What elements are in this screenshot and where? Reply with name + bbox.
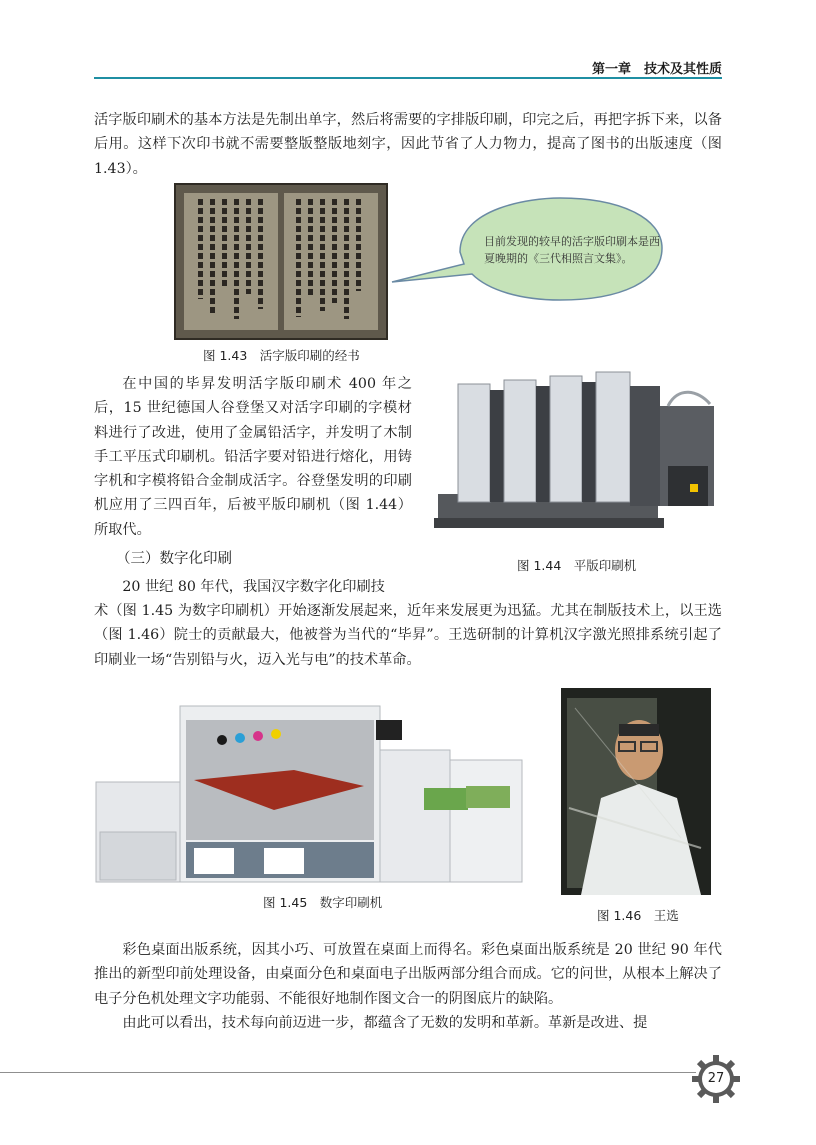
- page-number: 27: [707, 1071, 725, 1086]
- caption-fig-1-44: 图 1.44 平版印刷机: [517, 558, 637, 573]
- footer-rule: [0, 1072, 696, 1073]
- paragraph-4: 彩色桌面出版系统，因其小巧、可放置在桌面上而得名。彩色桌面出版系统是 20 世纪 90 年代推出的新型印前处理设备，由桌面分色和桌面电子出版两部分组合而成。它的问世，从根本上解决了电子分色机处理文字功能弱、不能很好地制作图文合一的阴图底片的缺陷。: [94, 942, 722, 1007]
- section-heading-digital-printing: （三）数字化印刷: [116, 551, 232, 567]
- bubble-text: 目前发现的较早的活字版印刷本是西夏晚期的《三代相照言文集》。: [484, 235, 660, 265]
- paragraph-5: 由此可以看出，技术每向前迈进一步，都蕴含了无数的发明和革新。革新是改进、提: [122, 1015, 648, 1031]
- paragraph-2: 在中国的毕昇发明活字版印刷术 400 年之后，15 世纪德国人谷登堡又对活字印刷的字模材料进行了改进，使用了金属铅活字，并发明了木制手工平压式印刷机。铅活字要对铅进行熔化，用铸字机和字模将铅合金制成活字。谷登堡发明的印刷机应用了三四百年，后被平版印刷机（图 1.44）所取代。: [94, 376, 412, 538]
- paragraph-1: 活字版印刷术的基本方法是先制出单字，然后将需要的字排版印刷，印完之后，再把字拆下来，以备后用。这样下次印书就不需要整版整版地刻字，因此节省了人力物力，提高了图书的出版速度（图 1.43）。: [94, 112, 722, 177]
- movable-type-book-image: [174, 183, 388, 340]
- offset-press-image: [428, 366, 724, 550]
- caption-fig-1-43: 图 1.43 活字版印刷的经书: [203, 348, 360, 363]
- paragraph-3-lead: 20 世纪 80 年代，我国汉字数字化印刷技: [122, 579, 385, 595]
- caption-fig-1-46: 图 1.46 王选: [597, 908, 679, 923]
- chapter-header: 第一章 技术及其性质: [591, 62, 722, 77]
- wang-xuan-portrait-image: [561, 688, 711, 895]
- digital-press-image: [94, 700, 530, 888]
- header-rule: [94, 77, 722, 79]
- paragraph-3: 术（图 1.45 为数字印刷机）开始逐渐发展起来，近年来发展更为迅猛。尤其在制版技术上，以王选（图 1.46）院士的贡献最大，他被誉为当代的“毕昇”。王选研制的计算机汉字激光照排系统引起了印刷业一场“告别铅与火，迈入光与电”的技术革命。: [94, 603, 722, 668]
- caption-fig-1-45: 图 1.45 数字印刷机: [263, 895, 383, 910]
